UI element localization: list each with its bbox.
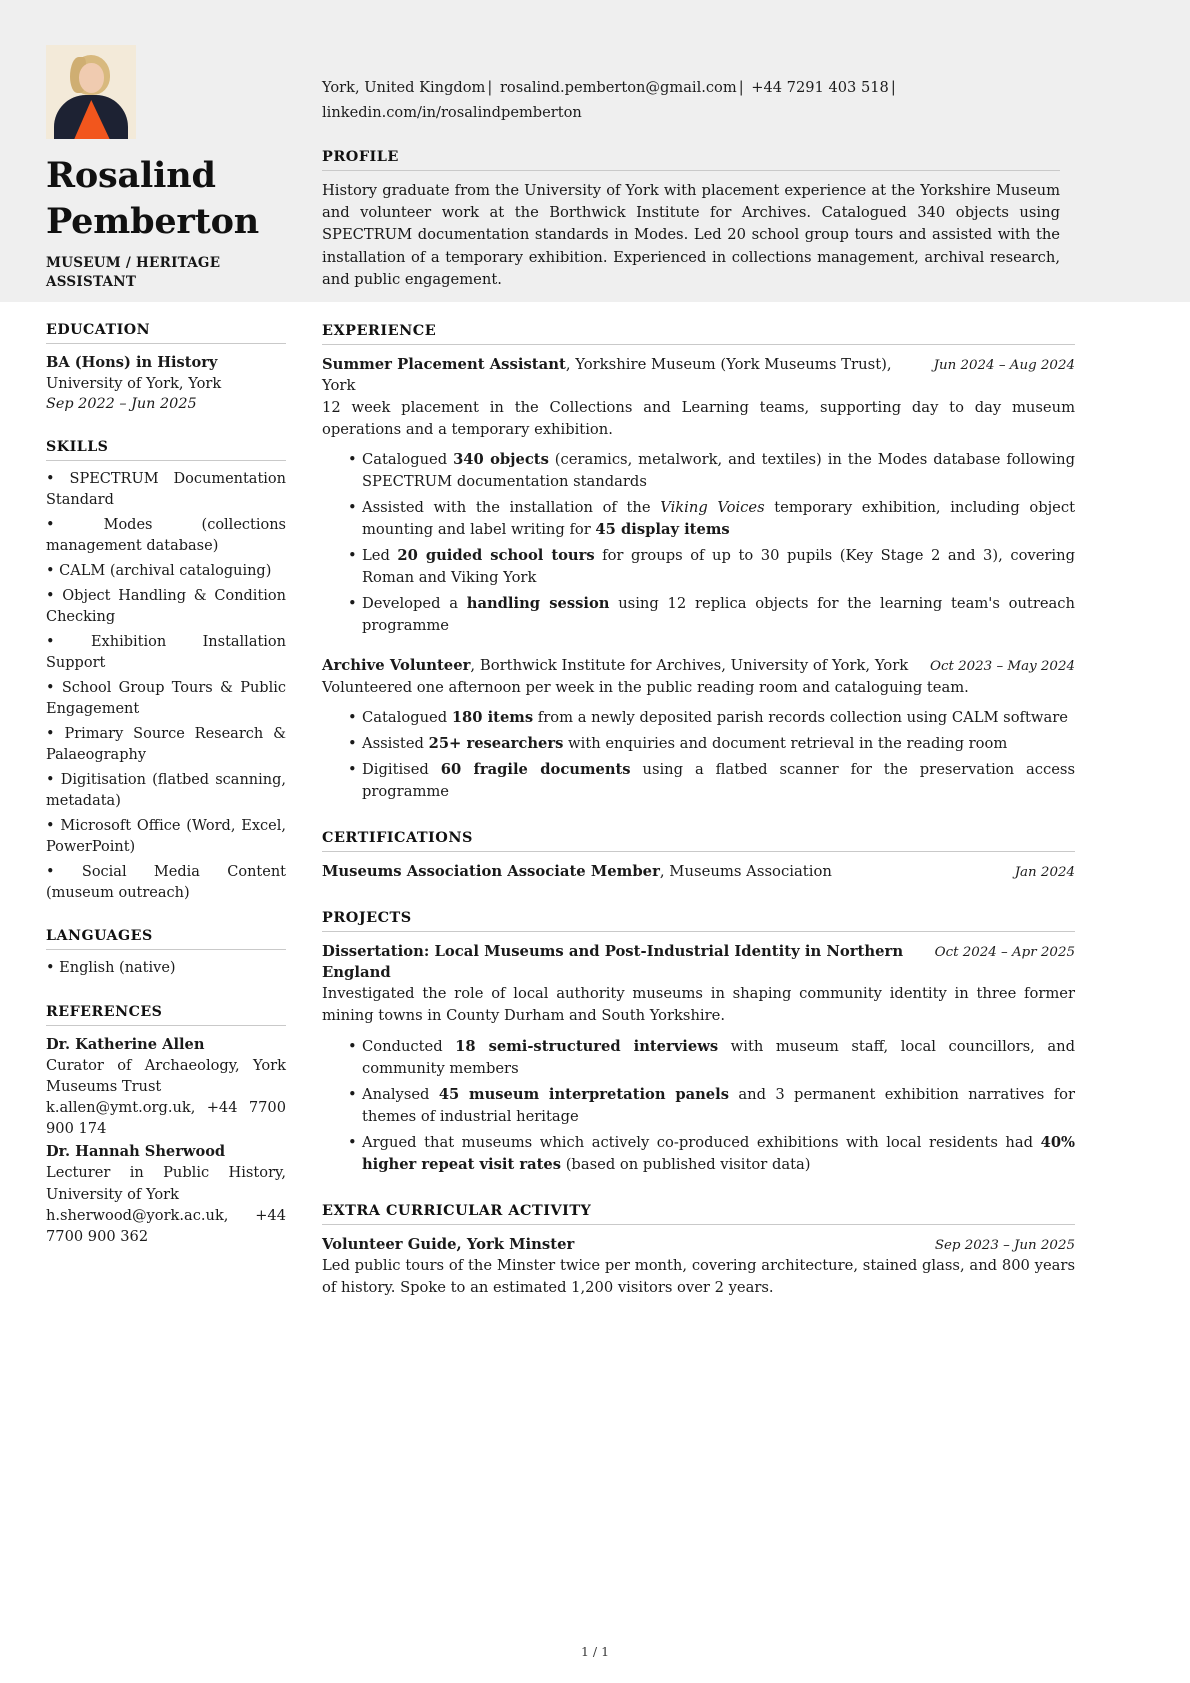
list-item: • Primary Source Research & Palaeography	[46, 724, 286, 766]
entry-date: Jan 2024	[1014, 865, 1075, 881]
contact-separator-1: |	[487, 79, 493, 96]
last-name: Pemberton	[46, 201, 260, 243]
list-item: • Led 20 guided school tours for groups of up to 30 pupils (Key Stage 2 and 3), covering Roman and Viking York	[348, 545, 1075, 589]
list-item: • Social Media Content (museum outreach)	[46, 862, 286, 904]
section-heading-languages: LANGUAGES	[46, 928, 286, 950]
list-item: • Analysed 45 museum interpretation panels and 3 permanent exhibition narratives for themes of industrial heritage	[348, 1084, 1075, 1128]
education-degree: BA (Hons) in History	[46, 354, 218, 371]
job-title: MUSEUM / HERITAGE ASSISTANT	[46, 255, 221, 290]
entry-role: Volunteer Guide, York Minster	[322, 1235, 575, 1253]
list-item: • School Group Tours & Public Engagement	[46, 678, 286, 720]
entry-header	[322, 861, 1075, 882]
section-heading-projects: PROJECTS	[322, 909, 1075, 932]
entry-title	[322, 941, 921, 984]
education-dates: Sep 2022 – Jun 2025	[46, 396, 197, 413]
reference-contact: k.allen@ymt.org.uk, +44 7700 900 174	[46, 1098, 286, 1138]
entry-spacer	[322, 641, 1075, 655]
contact-location: York, United Kingdom	[322, 79, 486, 96]
first-name: Rosalind	[46, 155, 216, 196]
entry-date: Jun 2024 – Aug 2024	[933, 358, 1075, 373]
entry-title	[322, 861, 1001, 882]
reference-name: Dr. Hannah Sherwood	[46, 1143, 226, 1161]
section-heading-extra-curricular: EXTRA CURRICULAR ACTIVITY	[322, 1202, 1075, 1225]
photo-face-shape	[79, 63, 104, 93]
section-heading-education: EDUCATION	[46, 322, 286, 344]
contact-email[interactable]: rosalind.pemberton@gmail.com	[499, 79, 737, 96]
main-section-projects	[322, 909, 1075, 1176]
experience-entry	[322, 354, 1075, 637]
list-item: • Object Handling & Condition Checking	[46, 586, 286, 628]
entry-bullets	[322, 1036, 1075, 1176]
sidebar-section-languages	[46, 928, 286, 979]
contact-separator-2: |	[738, 79, 744, 96]
section-heading-profile: PROFILE	[322, 148, 1060, 171]
list-item: • Catalogued 340 objects (ceramics, metalwork, and textiles) in the Modes database following SPECTRUM documentation standards	[348, 449, 1075, 493]
entry-date: Sep 2023 – Jun 2025	[934, 1237, 1075, 1253]
main-section-certifications	[322, 829, 1075, 882]
entry-org: , Museums Association	[659, 863, 832, 881]
main-section-experience	[322, 322, 1075, 803]
list-item: • CALM (archival cataloguing)	[46, 561, 286, 582]
section-heading-certifications: CERTIFICATIONS	[322, 829, 1075, 852]
list-item: • Microsoft Office (Word, Excel, PowerPoint)	[46, 816, 286, 858]
project-entry	[322, 941, 1075, 1176]
entry-date: Oct 2023 – May 2024	[930, 659, 1075, 675]
reference-item	[46, 1034, 286, 1140]
list-item: • Catalogued 180 items from a newly deposited parish records collection using CALM software	[348, 707, 1075, 729]
reference-role: Lecturer in Public History, University of York	[46, 1164, 286, 1203]
entry-header	[322, 1234, 1075, 1255]
list-item: • Argued that museums which actively co-produced exhibitions with local residents had 40% higher repeat visit rates (based on published visitor data)	[348, 1132, 1075, 1176]
section-heading-experience: EXPERIENCE	[322, 322, 1075, 345]
entry-bullets	[322, 449, 1075, 637]
list-item: • Digitised 60 fragile documents using a flatbed scanner for the preservation access programme	[348, 759, 1075, 803]
entry-title	[322, 354, 920, 397]
sidebar-section-education	[46, 322, 286, 415]
entry-title	[322, 1234, 921, 1255]
contact-phone: +44 7291 403 518	[751, 79, 889, 96]
page-indicator: 1 / 1	[580, 1644, 610, 1659]
main-section-extra-curricular	[322, 1202, 1075, 1300]
entry-bullets	[322, 707, 1075, 803]
list-item: • English (native)	[46, 958, 286, 979]
list-item: • Digitisation (flatbed scanning, metadata)	[46, 770, 286, 812]
main-column	[300, 322, 1075, 1325]
reference-role: Curator of Archaeology, York Museums Trust	[46, 1056, 286, 1095]
reference-name: Dr. Katherine Allen	[46, 1035, 205, 1053]
header-contact-block	[300, 45, 1060, 302]
list-item: • Modes (collections management database)	[46, 515, 286, 557]
page-footer	[0, 1644, 1190, 1659]
entry-header	[322, 354, 1075, 397]
skills-list	[46, 469, 286, 904]
certification-entry	[322, 861, 1075, 882]
entry-description: Investigated the role of local authority museums in shaping community identity in three former mining towns in County Durham and South Yorkshire.	[322, 985, 1075, 1025]
profile-text: History graduate from the University of York with placement experience at the Yorkshire Museum and volunteer work at the Borthwick Institute for Archives. Catalogued 340 objects using SPECTRUM documentation standards in Modes. Led 20 school group tours and assisted with the installation of a temporary exhibition. Experienced in collections management, archival research, and public engagement.	[322, 181, 1060, 289]
entry-description: Led public tours of the Minster twice per month, covering architecture, stained glass, and 800 years of history. Spoke to an estimated 1,200 visitors over 2 years.	[322, 1257, 1075, 1297]
entry-date: Oct 2024 – Apr 2025	[934, 944, 1075, 960]
entry-description: Volunteered one afternoon per week in the public reading room and cataloguing team.	[322, 678, 969, 696]
list-item: • Developed a handling session using 12 replica objects for the learning team's outreach programme	[348, 593, 1075, 637]
entry-role: Museums Association Associate Member	[322, 863, 660, 881]
entry-description: 12 week placement in the Collections and Learning teams, supporting day to day museum operations and a temporary exhibition.	[322, 398, 1075, 438]
entry-header	[322, 655, 1075, 676]
sidebar-section-skills	[46, 439, 286, 904]
section-heading-skills: SKILLS	[46, 439, 286, 461]
education-school: University of York, York	[46, 375, 222, 393]
entry-role: Archive Volunteer	[322, 657, 471, 675]
list-item: • SPECTRUM Documentation Standard	[46, 469, 286, 511]
extra-curricular-entry	[322, 1234, 1075, 1300]
contact-line	[322, 75, 1060, 126]
reference-item	[46, 1141, 286, 1247]
profile-photo	[46, 45, 136, 139]
experience-entry	[322, 655, 1075, 803]
section-heading-references: REFERENCES	[46, 1004, 286, 1026]
entry-title	[322, 655, 916, 676]
entry-org: , Yorkshire Museum (York Museums Trust), York	[322, 356, 892, 395]
entry-role: Summer Placement Assistant	[322, 356, 566, 373]
list-item: • Assisted 25+ researchers with enquiries and document retrieval in the reading room	[348, 733, 1075, 755]
list-item: • Conducted 18 semi-structured interviews with museum staff, local councillors, and community members	[348, 1036, 1075, 1080]
resume-body	[0, 302, 1190, 1325]
sidebar	[0, 322, 300, 1325]
entry-header	[322, 941, 1075, 984]
languages-list	[46, 958, 286, 979]
entry-org: , Borthwick Institute for Archives, University of York, York	[470, 657, 909, 675]
page-title	[46, 153, 300, 245]
sidebar-section-references	[46, 1004, 286, 1248]
list-item: • Assisted with the installation of the Viking Voices temporary exhibition, including object mounting and label writing for 45 display items	[348, 497, 1075, 541]
contact-separator-3: |	[890, 79, 896, 96]
contact-linkedin[interactable]: linkedin.com/in/rosalindpemberton	[322, 104, 582, 122]
header-identity-block	[0, 45, 300, 302]
list-item: • Exhibition Installation Support	[46, 632, 286, 674]
profile-section	[322, 148, 1060, 292]
reference-contact: h.sherwood@york.ac.uk, +44 7700 900 362	[46, 1206, 286, 1245]
entry-role: Dissertation: Local Museums and Post-Industrial Identity in Northern England	[322, 942, 904, 981]
resume-header	[0, 0, 1190, 302]
